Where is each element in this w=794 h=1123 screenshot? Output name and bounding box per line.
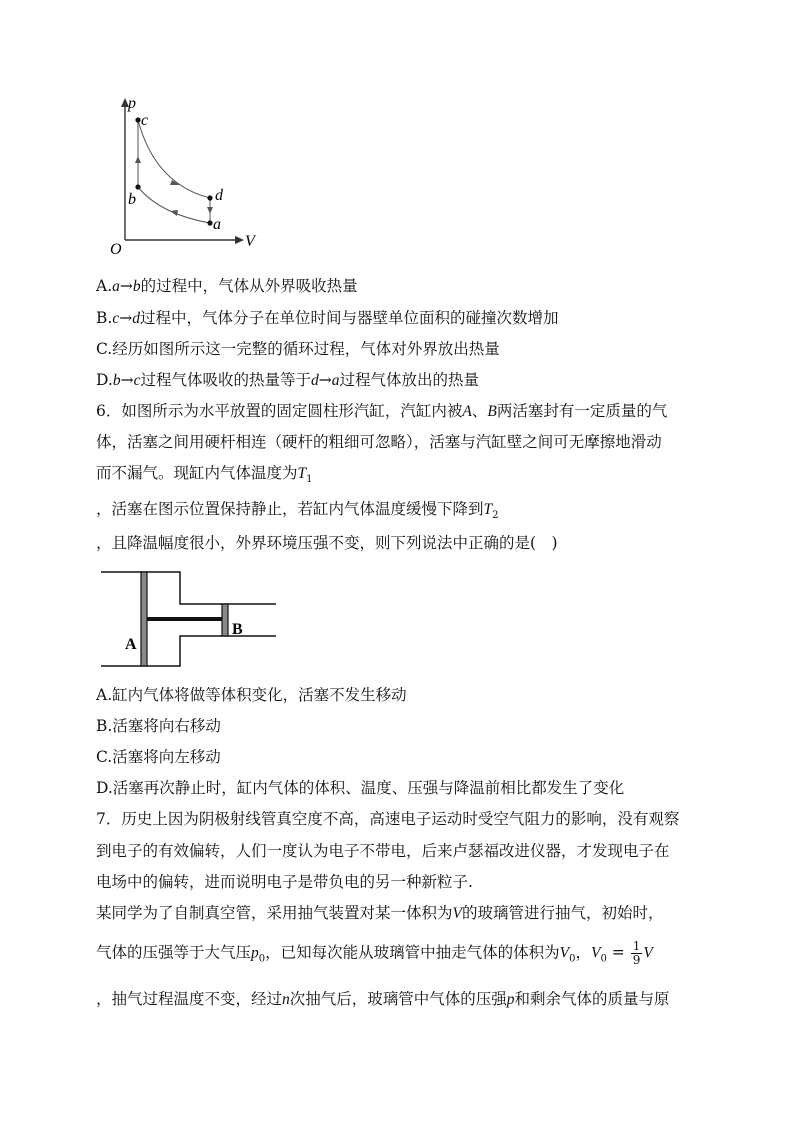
piston-a-label: A — [125, 636, 137, 653]
label-b: b — [128, 191, 136, 208]
q6-line-2: 体，活塞之间用硬杆相连（硬杆的粗细可忽略），活塞与汽缸壁之间可无摩擦地滑动 — [96, 433, 662, 451]
curve-a-b — [138, 187, 210, 223]
origin-label: O — [110, 241, 122, 258]
q6-option-c: C.活塞将向左移动 — [96, 748, 221, 766]
cylinder-diagram — [98, 566, 283, 672]
v-axis-arrow — [235, 236, 244, 244]
label-c: c — [141, 112, 149, 129]
label-d: d — [215, 187, 223, 204]
piston-b — [222, 604, 228, 636]
p-axis-label: p — [128, 95, 136, 112]
q5-option-c: C.经历如图所示这一完整的循环过程，气体对外界放出热量 — [96, 340, 500, 358]
q6-option-a: A.缸内气体将做等体积变化，活塞不发生移动 — [96, 686, 407, 704]
q7-line-6: ，抽气过程温度不变，经过n次抽气后，玻璃管中气体的压强p和剩余气体的质量与原 — [96, 990, 670, 1008]
q6-option-d: D.活塞再次静止时，缸内气体的体积、温度、压强与降温前相比都发生了变化 — [96, 779, 625, 797]
q7-line-5: 气体的压强等于大气压$p_0$，已知每次能从玻璃管中抽走气体的体积为$V_0$，$V_0$ = $\frac{1}{9}$ V — [96, 939, 653, 967]
point-d — [207, 195, 212, 200]
fraction-one-ninth: $\frac{1}{9}$ — [632, 939, 641, 967]
q6-line-4: ，活塞在图示位置保持静止，若缸内气体温度缓慢下降到$T_2$ — [96, 500, 499, 521]
pv-diagram — [100, 92, 270, 262]
q5-option-b: B.c→d过程中，气体分子在单位时间与器壁单位面积的碰撞次数增加 — [96, 309, 559, 327]
q6-option-b: B.活塞将向右移动 — [96, 717, 221, 735]
v-axis-label: V — [245, 233, 255, 250]
piston-b-label: B — [232, 621, 243, 638]
arrow-d-a — [207, 207, 213, 214]
cylinder-upper-wall — [101, 572, 276, 604]
q7-line-2: 到电子的有效偏转，人们一度认为电子不带电，后来卢瑟福改进仪器，才发现电子在 — [96, 842, 670, 860]
arrow-a-b — [170, 210, 178, 216]
point-c — [135, 117, 140, 122]
curve-c-d — [138, 120, 210, 198]
q7-line-3: 电场中的偏转，进而说明电子是带负电的另一种新粒子. — [96, 873, 473, 891]
q6-line-3: 而不漏气。现缸内气体温度为$T_1$ — [96, 464, 313, 485]
q6-line-1: 6．如图所示为水平放置的固定圆柱形汽缸，汽缸内被A、B两活塞封有一定质量的气 — [96, 402, 668, 420]
q5-option-a: A.a→b的过程中，气体从外界吸收热量 — [96, 277, 358, 295]
point-a — [207, 220, 212, 225]
q7-line-4: 某同学为了自制真空管，采用抽气装置对某一体积为V的玻璃管进行抽气，初始时， — [96, 904, 664, 922]
point-b — [135, 184, 140, 189]
arrow-b-c — [135, 156, 141, 163]
connecting-rod — [147, 617, 222, 621]
q7-line-1: 7．历史上因为阴极射线管真空度不高，高速电子运动时受空气阻力的影响，没有观察 — [96, 810, 680, 828]
piston-a — [141, 572, 147, 666]
label-a: a — [213, 216, 221, 233]
q5-option-d: D.b→c过程气体吸收的热量等于d→a过程气体放出的热量 — [96, 371, 479, 389]
q6-line-5: ，且降温幅度很小，外界环境压强不变，则下列说法中正确的是( ) — [96, 534, 558, 552]
